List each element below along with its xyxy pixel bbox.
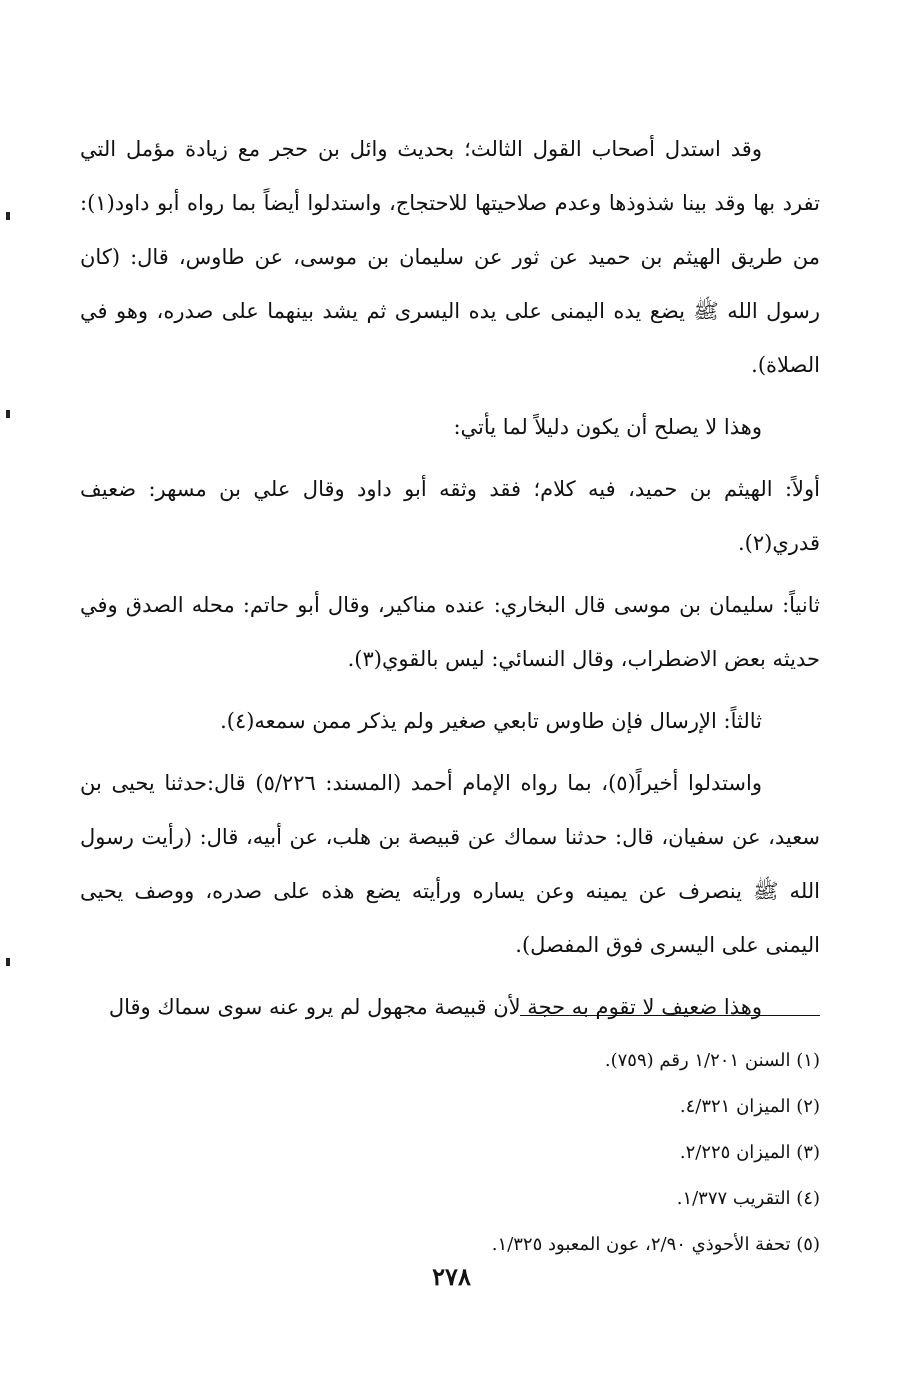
paragraph-second-reason: ثانياً: سليمان بن موسى قال البخاري: عنده مناكير، وقال أبو حاتم: محله الصدق وفي حديثه بعض الاضطراب، وقال النسائي: ليس بالقوي(٣). [80, 593, 820, 671]
scan-mark [6, 410, 10, 418]
footnote-2: (٢) الميزان ٤/٣٢١. [679, 1096, 820, 1117]
paragraph-weak-hadith: وهذا ضعيف لا تقوم به حجة لأن قبيصة مجهول لم يرو عنه سوى سماك وقال [108, 995, 762, 1019]
footnote-separator [520, 1015, 820, 1016]
footnote-5: (٥) تحفة الأحوذي ٢/٩٠، عون المعبود ١/٣٢٥. [491, 1234, 820, 1255]
footnote-1: (١) السنن ١/٢٠١ رقم (٧٥٩). [604, 1050, 820, 1071]
scan-mark [6, 212, 10, 220]
paragraph-not-valid: وهذا لا يصلح أن يكون دليلاً لما يأتي: [453, 415, 762, 439]
paragraph-evidence-third-opinion: وقد استدل أصحاب القول الثالث؛ بحديث وائل بن حجر مع زيادة مؤمل التي تفرد بها وقد بينا شذوذها وعدم صلاحيتها للاحتجاج، واستدلوا أيضاً بما رواه أبو داود(١): من طريق الهيثم بن حميد عن ثور عن سليمان بن موسى، عن طاوس، قال: (كان رسول الله ﷺ يضع يده اليمنى على يده اليسرى ثم يشد بينهما على صدره، وهو في الصلاة). [80, 137, 820, 377]
main-text [80, 122, 820, 1042]
footnotes [80, 1038, 820, 1268]
footnote-3: (٣) الميزان ٢/٢٢٥. [679, 1142, 820, 1163]
footnote-4: (٤) التقريب ١/٣٧٧. [676, 1188, 820, 1209]
scan-mark [6, 958, 10, 966]
paragraph-third-reason: ثالثاً: الإرسال فإن طاوس تابعي صغير ولم يذكر ممن سمعه(٤). [220, 709, 762, 733]
page-number: ٢٧٨ [432, 1262, 471, 1291]
paragraph-last-evidence: واستدلوا أخيراً(٥)، بما رواه الإمام أحمد (المسند: ٥/٢٢٦) قال:حدثنا يحيى بن سعيد، عن سفيان، قال: حدثنا سماك عن قبيصة بن هلب، عن أبيه، قال: (رأيت رسول الله ﷺ ينصرف عن يمينه وعن يساره ورأيته يضع هذه على صدره، ووصف يحيى اليمنى على اليسرى فوق المفصل). [80, 771, 820, 957]
paragraph-first-reason: أولاً: الهيثم بن حميد، فيه كلام؛ فقد وثقه أبو داود وقال علي بن مسهر: ضعيف قدري(٢). [80, 477, 820, 555]
